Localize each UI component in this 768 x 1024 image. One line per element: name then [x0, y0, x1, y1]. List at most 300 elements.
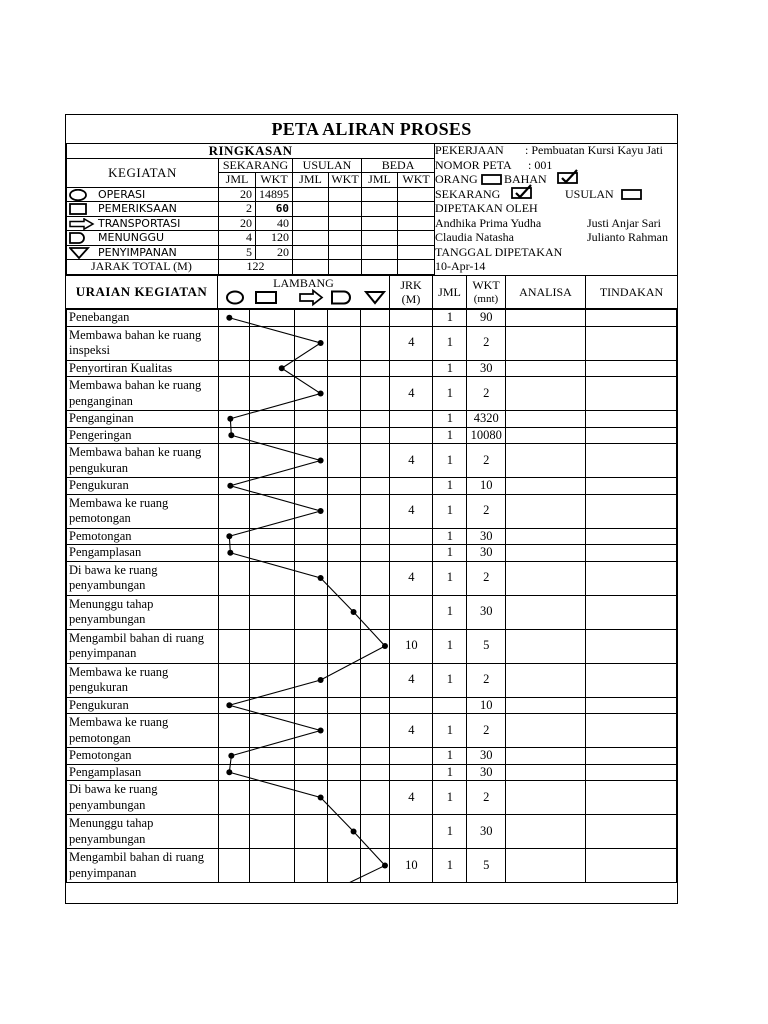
delay-icon: [69, 232, 91, 245]
analisa-cell[interactable]: [506, 663, 586, 697]
activity-label: MENUNGGU: [98, 231, 165, 245]
description-line: Membawa ke ruang: [69, 715, 169, 729]
wkt-header: WKT: [329, 173, 362, 188]
wkt-value: 30: [467, 360, 506, 377]
symbol-cell: [327, 748, 360, 765]
square-icon: [256, 292, 276, 303]
sekarang-label: SEKARANG: [435, 186, 501, 201]
symbol-cell: [249, 815, 294, 849]
summary-row: [67, 202, 435, 217]
symbol-cell: [327, 478, 360, 495]
wkt-value: 20: [256, 245, 293, 260]
symbol-cell: [218, 748, 249, 765]
jrk-value: 4: [390, 714, 433, 748]
symbol-cell: [360, 714, 390, 748]
jml-value: 1: [433, 528, 467, 545]
description-line: Pengeringan: [69, 427, 132, 442]
activity-description: [67, 360, 219, 377]
symbol-cell: [294, 815, 327, 849]
activity-description: [67, 714, 219, 748]
jml-column-header: JML: [433, 276, 467, 308]
symbol-cell: [360, 494, 390, 528]
symbol-cell: [327, 444, 360, 478]
table-row: [67, 595, 677, 629]
jrk-value: [390, 427, 433, 444]
author-name: Andhika Prima Yudha: [435, 215, 542, 230]
tindakan-header: TINDAKAN: [599, 285, 664, 299]
jml-value: 1: [433, 764, 467, 781]
wkt-value: 2: [467, 663, 506, 697]
uraian-header: URAIAN KEGIATAN: [66, 276, 218, 308]
jml-value: 1: [433, 360, 467, 377]
description-line: Menunggu tahap: [69, 816, 154, 830]
symbol-cell: [218, 326, 249, 360]
activity-description: [67, 478, 219, 495]
jarak-total-label: JARAK TOTAL (M): [67, 260, 219, 275]
tindakan-cell[interactable]: [586, 427, 677, 444]
description-line: Mengambil bahan di ruang: [69, 630, 205, 645]
wkt-value: 30: [467, 595, 506, 629]
description-line: inspeksi: [69, 343, 110, 357]
description-line: Membawa bahan ke ruang: [69, 327, 202, 342]
symbol-cell: [360, 377, 390, 411]
page-title: PETA ALIRAN PROSES: [66, 115, 677, 144]
symbol-cell: [218, 697, 249, 714]
symbol-cell: [294, 748, 327, 765]
wkt-value: 2: [467, 494, 506, 528]
description-line: Pengamplasan: [69, 545, 142, 559]
symbol-cell: [249, 849, 294, 883]
tanggal-value: 10-Apr-14: [435, 259, 486, 273]
description-line: Di bawa ke ruang: [69, 782, 158, 796]
wkt-value: 30: [467, 545, 506, 562]
arrow-icon: [69, 218, 95, 231]
wkt-value: 30: [467, 815, 506, 849]
symbol-cell: [360, 360, 390, 377]
jml-value: 1: [433, 714, 467, 748]
jrk-value: [390, 360, 433, 377]
symbol-cell: [294, 764, 327, 781]
jrk-header: [390, 276, 433, 308]
symbol-cell: [327, 781, 360, 815]
description-line: penyimpanan: [69, 646, 137, 660]
symbol-cell: [327, 545, 360, 562]
symbol-cell: [249, 714, 294, 748]
analisa-cell[interactable]: [506, 595, 586, 629]
analisa-cell[interactable]: [506, 494, 586, 528]
description-line: Penebangan: [69, 310, 130, 324]
symbol-cell: [218, 849, 249, 883]
wkt-value: 30: [467, 528, 506, 545]
summary-row: [67, 187, 435, 202]
symbol-cell: [249, 764, 294, 781]
analisa-cell[interactable]: [506, 427, 586, 444]
description-line: pengukuran: [69, 680, 129, 694]
analisa-cell[interactable]: [506, 714, 586, 748]
tindakan-cell[interactable]: [586, 815, 677, 849]
description-line: penyimpanan: [69, 865, 137, 880]
jrk-value: 4: [390, 561, 433, 595]
symbol-cell: [218, 310, 249, 327]
symbol-cell: [249, 663, 294, 697]
lambang-header: [218, 276, 390, 308]
description-line: penyambungan: [69, 578, 146, 592]
symbol-cell: [360, 697, 390, 714]
jml-value: 1: [433, 748, 467, 765]
activity-description: [67, 781, 219, 815]
jrk-value: 10: [390, 629, 433, 663]
table-row: [67, 629, 677, 663]
jml-value: 5: [219, 245, 256, 260]
symbol-cell: [249, 629, 294, 663]
square-icon: [69, 203, 91, 216]
symbol-cell: [360, 411, 390, 428]
analisa-cell[interactable]: [506, 411, 586, 428]
analisa-cell[interactable]: [506, 697, 586, 714]
tindakan-cell[interactable]: [586, 714, 677, 748]
symbol-cell: [294, 411, 327, 428]
symbol-cell: [327, 427, 360, 444]
symbol-cell: [218, 663, 249, 697]
jml-value: 1: [433, 781, 467, 815]
symbol-cell: [218, 545, 249, 562]
activity-description: [67, 310, 219, 327]
symbol-cell: [218, 494, 249, 528]
kegiatan-header: KEGIATAN: [67, 158, 219, 187]
jrk-value: [390, 478, 433, 495]
description-line: Pengamplasan: [69, 764, 142, 779]
symbol-cell: [249, 561, 294, 595]
description-line: Pemotongan: [69, 748, 132, 762]
activity-description: [67, 427, 219, 444]
jml-header: JML: [362, 173, 398, 188]
symbol-cell: [294, 444, 327, 478]
tindakan-cell[interactable]: [586, 310, 677, 327]
delay-icon: [332, 292, 350, 304]
symbol-cell: [294, 781, 327, 815]
analisa-cell[interactable]: [506, 629, 586, 663]
jml-header: JML: [293, 173, 329, 188]
wkt-value: 2: [467, 377, 506, 411]
table-row: [67, 849, 677, 883]
tindakan-cell[interactable]: [586, 781, 677, 815]
symbol-cell: [249, 478, 294, 495]
symbol-cell: [360, 663, 390, 697]
tindakan-cell[interactable]: [586, 595, 677, 629]
description-line: pemotongan: [69, 730, 131, 745]
wkt-value: 60: [256, 202, 293, 217]
table-row: [67, 545, 677, 562]
orang-label: ORANG: [435, 172, 478, 186]
symbol-cell: [327, 849, 360, 883]
symbol-cell: [360, 478, 390, 495]
symbol-cell: [218, 411, 249, 428]
tindakan-cell[interactable]: [586, 377, 677, 411]
symbol-cell: [360, 764, 390, 781]
author-name: Justi Anjar Sari: [587, 215, 661, 230]
description-line: Membawa ke ruang: [69, 664, 169, 679]
symbol-cell: [360, 629, 390, 663]
table-row: [67, 427, 677, 444]
wkt-value: 120: [256, 231, 293, 246]
symbol-cell: [249, 595, 294, 629]
jrk-value: [390, 748, 433, 765]
jrk-value: [390, 815, 433, 849]
lambang-symbols: [218, 289, 390, 307]
symbol-cell: [360, 444, 390, 478]
summary-table: [66, 143, 435, 275]
jrk-value: 4: [390, 326, 433, 360]
wkt-value: 14895: [256, 187, 293, 202]
symbol-cell: [249, 545, 294, 562]
symbol-cell: [294, 377, 327, 411]
table-row: [67, 411, 677, 428]
description-line: penganginan: [69, 393, 133, 408]
symbol-cell: [249, 377, 294, 411]
symbol-cell: [327, 561, 360, 595]
description-line: pengukuran: [69, 460, 129, 475]
table-row: [67, 444, 677, 478]
jrk-value: [390, 411, 433, 428]
analisa-cell[interactable]: [506, 478, 586, 495]
tindakan-cell[interactable]: [586, 561, 677, 595]
tindakan-cell[interactable]: [586, 748, 677, 765]
description-line: Membawa bahan ke ruang: [69, 378, 202, 392]
table-row: [67, 781, 677, 815]
tindakan-cell[interactable]: [586, 360, 677, 377]
tanggal-label: TANGGAL DIPETAKAN: [435, 244, 563, 259]
tindakan-cell[interactable]: [586, 326, 677, 360]
jml-value: 1: [433, 411, 467, 428]
symbol-cell: [294, 595, 327, 629]
tindakan-cell[interactable]: [586, 663, 677, 697]
symbol-cell: [218, 427, 249, 444]
sekarang-header: SEKARANG: [219, 158, 293, 173]
dipetakan-oleh-label: DIPETAKAN OLEH: [435, 201, 538, 215]
wkt-value: 30: [467, 748, 506, 765]
symbol-cell: [327, 310, 360, 327]
jml-value: 1: [433, 427, 467, 444]
nomor-peta-value: : 001: [528, 157, 553, 172]
symbol-cell: [218, 714, 249, 748]
symbol-cell: [294, 326, 327, 360]
symbol-cell: [249, 326, 294, 360]
description-line: Penyortiran Kualitas: [69, 360, 173, 375]
analisa-cell[interactable]: [506, 528, 586, 545]
jrk-value: 4: [390, 781, 433, 815]
symbol-cell: [294, 478, 327, 495]
symbol-cell: [360, 815, 390, 849]
activity-table: [66, 309, 677, 883]
symbol-cell: [327, 326, 360, 360]
beda-header: BEDA: [362, 158, 435, 173]
symbol-cell: [360, 326, 390, 360]
table-row: [67, 697, 677, 714]
jml-value: 1: [433, 815, 467, 849]
table-row: [67, 310, 677, 327]
symbol-cell: [327, 697, 360, 714]
symbol-cell: [249, 411, 294, 428]
analisa-cell[interactable]: [506, 444, 586, 478]
jrk-value: 4: [390, 663, 433, 697]
jrk-label: JRK: [400, 278, 422, 292]
jml-header: JML: [219, 173, 256, 188]
table-row: [67, 326, 677, 360]
tindakan-cell[interactable]: [586, 478, 677, 495]
symbol-cell: [218, 781, 249, 815]
tindakan-cell[interactable]: [586, 444, 677, 478]
symbol-cell: [218, 377, 249, 411]
activity-description: [67, 494, 219, 528]
activity-description: [67, 748, 219, 765]
wkt-value: 2: [467, 444, 506, 478]
analisa-cell[interactable]: [506, 815, 586, 849]
tindakan-cell[interactable]: [586, 629, 677, 663]
symbol-cell: [249, 528, 294, 545]
description-line: Pengukuran: [69, 697, 129, 712]
jrk-value: 10: [390, 849, 433, 883]
symbol-cell: [218, 528, 249, 545]
activity-description: [67, 326, 219, 360]
symbol-cell: [360, 561, 390, 595]
symbol-cell: [249, 697, 294, 714]
activity-description: [67, 377, 219, 411]
tindakan-cell[interactable]: [586, 849, 677, 883]
analisa-cell[interactable]: [506, 360, 586, 377]
symbol-cell: [249, 360, 294, 377]
tindakan-cell[interactable]: [586, 545, 677, 562]
jrk-value: [390, 764, 433, 781]
symbol-cell: [249, 494, 294, 528]
symbol-cell: [294, 427, 327, 444]
analisa-cell[interactable]: [506, 310, 586, 327]
activity-description: [67, 849, 219, 883]
jml-value: 1: [433, 663, 467, 697]
activity-description: [67, 629, 219, 663]
symbol-cell: [218, 478, 249, 495]
jrk-value: 4: [390, 494, 433, 528]
jrk-value: [390, 697, 433, 714]
tindakan-cell[interactable]: [586, 494, 677, 528]
jml-value: 1: [433, 494, 467, 528]
tindakan-cell[interactable]: [586, 697, 677, 714]
jml-value: 1: [433, 629, 467, 663]
activity-description: [67, 561, 219, 595]
wkt-value: 5: [467, 629, 506, 663]
symbol-cell: [218, 629, 249, 663]
symbol-cell: [327, 629, 360, 663]
triangle-icon: [366, 292, 384, 303]
wkt-value: 2: [467, 561, 506, 595]
table-row: [67, 663, 677, 697]
symbol-cell: [294, 714, 327, 748]
analisa-cell[interactable]: [506, 764, 586, 781]
activity-label: PENYIMPANAN: [98, 245, 177, 259]
wkt-value: 2: [467, 714, 506, 748]
symbol-cell: [327, 714, 360, 748]
process-chart-form: [65, 114, 678, 904]
symbol-cell: [218, 764, 249, 781]
jrk-value: 4: [390, 444, 433, 478]
symbol-cell: [294, 663, 327, 697]
analisa-header: ANALISA: [506, 276, 586, 308]
activity-table-header: [66, 275, 677, 309]
symbol-cell: [360, 781, 390, 815]
jml-value: 4: [219, 231, 256, 246]
symbol-cell: [218, 595, 249, 629]
description-line: Membawa ke ruang: [69, 495, 169, 510]
symbol-cell: [294, 849, 327, 883]
symbol-cell: [294, 528, 327, 545]
symbol-cell: [218, 815, 249, 849]
wkt-column-header: [467, 276, 506, 308]
symbol-cell: [327, 595, 360, 629]
symbol-cell: [360, 528, 390, 545]
jml-value: [433, 697, 467, 714]
symbol-cell: [327, 411, 360, 428]
symbol-cell: [249, 427, 294, 444]
description-line: Penganginan: [69, 411, 134, 425]
table-row: [67, 748, 677, 765]
analisa-cell[interactable]: [506, 326, 586, 360]
symbol-cell: [327, 494, 360, 528]
bahan-label: BAHAN: [504, 172, 547, 186]
analisa-cell[interactable]: [506, 561, 586, 595]
table-row: [67, 815, 677, 849]
activity-description: [67, 595, 219, 629]
summary-row: [67, 216, 435, 231]
analisa-cell[interactable]: [506, 849, 586, 883]
usulan-header: USULAN: [293, 158, 362, 173]
symbol-cell: [327, 663, 360, 697]
symbol-cell: [294, 310, 327, 327]
tindakan-cell[interactable]: [586, 764, 677, 781]
analisa-cell[interactable]: [506, 377, 586, 411]
analisa-cell[interactable]: [506, 781, 586, 815]
pekerjaan-value: : Pembuatan Kursi Kayu Jati: [525, 143, 663, 157]
description-line: Membawa bahan ke ruang: [69, 445, 202, 459]
wkt-header: WKT: [398, 173, 435, 188]
jml-value: 1: [433, 595, 467, 629]
symbol-cell: [327, 528, 360, 545]
tindakan-cell[interactable]: [586, 411, 677, 428]
table-row: [67, 494, 677, 528]
arrow-icon: [300, 291, 322, 305]
wkt-value: 10: [467, 478, 506, 495]
jml-value: 1: [433, 310, 467, 327]
description-line: Pemotongan: [69, 528, 132, 543]
symbol-cell: [294, 561, 327, 595]
chart-info: [434, 143, 677, 274]
activity-description: [67, 411, 219, 428]
description-line: Menunggu tahap: [69, 596, 154, 611]
symbol-cell: [327, 764, 360, 781]
activity-description: [67, 528, 219, 545]
description-line: Mengambil bahan di ruang: [69, 850, 205, 864]
jarak-total-value: 122: [219, 260, 293, 275]
wkt-value: 2: [467, 326, 506, 360]
activity-label: PEMERIKSAAN: [98, 202, 177, 216]
tindakan-cell[interactable]: [586, 528, 677, 545]
jml-value: 2: [219, 202, 256, 217]
analisa-cell[interactable]: [506, 545, 586, 562]
symbol-cell: [249, 748, 294, 765]
summary-row: [67, 231, 435, 246]
table-row: [67, 561, 677, 595]
activity-description: [67, 663, 219, 697]
analisa-cell[interactable]: [506, 748, 586, 765]
symbol-cell: [327, 815, 360, 849]
